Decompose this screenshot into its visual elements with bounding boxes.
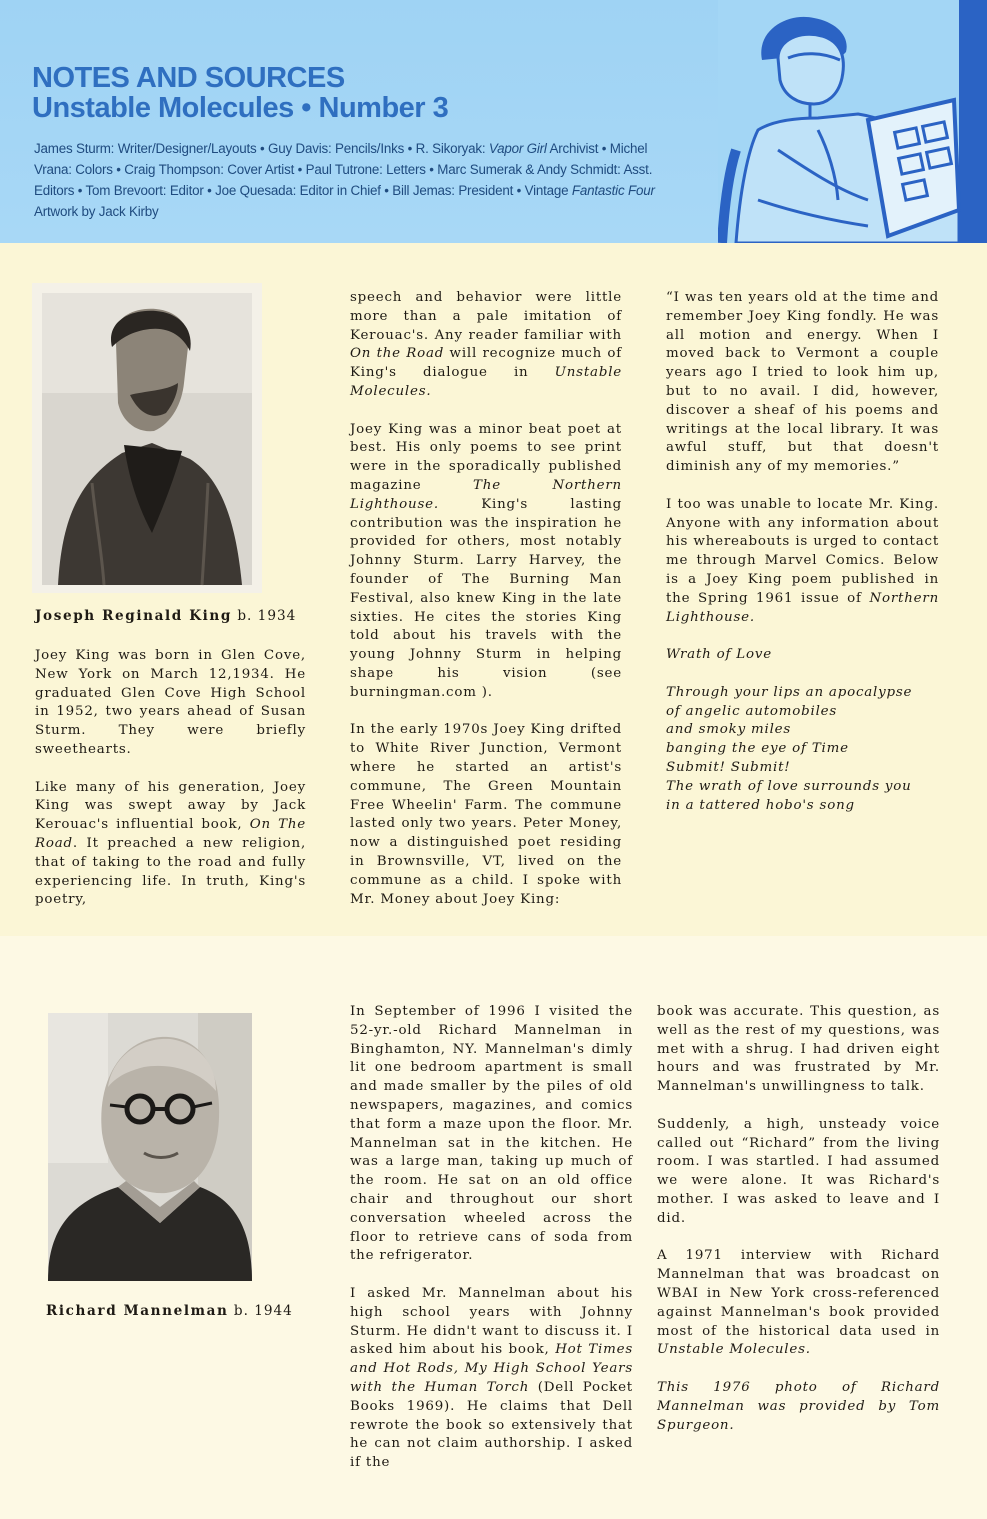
text-run: . It preached a new religion, that of taking to the road and fully experiencing life. In truth, King's poetry, [35, 835, 306, 908]
joey-king-photo [32, 283, 262, 593]
page-title: NOTES AND SOURCES [32, 62, 345, 94]
richard-mannelman-photo [48, 1013, 252, 1281]
text-run: In the early 1970s Joey King drifted to White River Junction, Vermont where he started an artist's commune, The Green Mountain Free Wheelin' Farm. The commune lasted only two years. Peter Money, now a distinguished poet residing in Brownsville, VT, lived on the commune as a child. I spoke with Mr. Money about Joey King: [350, 722, 622, 907]
text-run: This 1976 photo of Richard Mannelman was provided by Tom Spurgeon. [657, 1379, 940, 1433]
credits-text [34, 138, 664, 222]
paragraph [350, 721, 622, 909]
paragraph [350, 1003, 633, 1266]
text-run: A 1971 interview with Richard Mannelman that was broadcast on WBAI in New York cross-referenced against Mannelman's book provided most of the historical data used in [657, 1248, 940, 1339]
text-run: Unstable Molecules. [350, 365, 622, 399]
paragraph [657, 1379, 940, 1435]
text-run: (Dell Pocket Books 1969). He claims that Dell rewrote the book so extensively that he can not claim authorship. I asked if the [350, 1379, 633, 1471]
section1-column-2 [350, 289, 622, 928]
poem [666, 684, 939, 816]
reading-man-illustration [718, 0, 987, 243]
paragraph [350, 421, 622, 703]
poem-line: of angelic automobiles [666, 703, 838, 719]
richard-mannelman-caption [46, 1303, 293, 1319]
credits-run: Artwork by Jack Kirby [34, 204, 159, 219]
section1-column-3 [666, 289, 939, 815]
caption-year: b. 1944 [233, 1303, 293, 1319]
poem-line: Through your lips an apocalypse [666, 684, 913, 700]
text-run: King's lasting contribution was the inspiration he provided for others, most notably Johnny Sturm. Larry Harvey, the founder of The Burning Man Festival, also knew King in the late sixties. He cites the stories King told about his travels with the young Johnny Sturm in helping shape his vision (see burningman.com ). [350, 496, 622, 700]
text-run: Unstable Molecules. [657, 1342, 811, 1358]
credits-run: Fantastic Four [571, 183, 655, 198]
page-subtitle: Unstable Molecules • Number 3 [32, 92, 449, 124]
caption-name: Joseph Reginald King [35, 608, 232, 624]
paragraph [657, 1116, 940, 1229]
paragraph [35, 779, 306, 911]
credits-run: Vapor Girl [488, 141, 547, 156]
poem-line: and smoky miles [666, 722, 792, 738]
paragraph: Joey King was born in Glen Cove, New York on March 12,1934. He graduated Glen Cove High School in 1952, two years ahead of Susan Sturm. They were briefly sweethearts. [35, 648, 306, 757]
text-run: book was accurate. This question, as well as the rest of my questions, was met with a shrug. I had driven eight hours and was frustrated by Mr. Mannelman's unwillingness to talk. [657, 1004, 940, 1095]
section2-column-3 [657, 1003, 940, 1454]
paragraph: “I was ten years old at the time and remember Joey King fondly. He was all motion and energy. When I moved back to Vermont a couple years ago I tried to look him up, but to no avail. I did, however, discover a sheaf of his poems and writings at the local library. It was awful stuff, but that doesn't diminish any of my memories.” [666, 290, 939, 475]
poem-title: Wrath of Love [666, 647, 772, 663]
text-run: On the Road [350, 346, 445, 362]
text-run: will recognize much of King's dialogue in [350, 346, 623, 381]
text-run: speech and behavior were little more than a pale imitation of Kerouac's. Any reader familiar with [350, 290, 622, 343]
paragraph [666, 496, 939, 628]
credits-run: James Sturm: Writer/Designer/Layouts • Guy Davis: Pencils/Inks • R. Sikoryak: [34, 141, 489, 156]
poem-line: The wrath of love surrounds you [666, 778, 912, 794]
text-run: The Northern Lighthouse. [350, 477, 622, 512]
paragraph [350, 1285, 633, 1473]
header-banner [0, 0, 987, 243]
section1-column-1 [35, 647, 306, 929]
caption-name: Richard Mannelman [46, 1303, 229, 1319]
poem-line: Submit! Submit! [666, 759, 791, 775]
paragraph [657, 1003, 940, 1097]
poem-line: in a tattered hobo's song [666, 797, 855, 813]
text-run: I too was unable to locate Mr. King. Anyone with any information about his whereabouts is urged to contact me through Marvel Comics. Below is a Joey King poem published in the Spring 1961 issue of [666, 496, 939, 606]
paragraph [350, 289, 622, 402]
text-run: Northern Lighthouse. [666, 590, 939, 625]
text-run: In September of 1996 I visited the 52-yr.-old Richard Mannelman in Binghamton, NY. Mannelman's dimly lit one bedroom apartment is small and made smaller by the piles of old newspapers, magazines, and comics that form a maze upon the floor. Mr. Mannelman sat in the kitchen. He was a large man, taking up much of the room. He sat on an old office chair and throughout our short conversation wheeled across the floor to retrieve cans of soda from the refrigerator. [350, 1004, 633, 1264]
text-run: Hot Times and Hot Rods, My High School Years with the Human Torch [350, 1342, 633, 1395]
joey-king-caption [35, 608, 296, 624]
text-run: Like many of his generation, Joey King was swept away by Jack Kerouac's influential book, [35, 779, 306, 833]
text-run: I asked Mr. Mannelman about his high school years with Johnny Sturm. He didn't want to discuss it. I asked him about his book, [350, 1285, 633, 1358]
paragraph [657, 1247, 940, 1360]
poem-line: banging the eye of Time [666, 741, 849, 757]
text-run: Joey King was a minor beat poet at best. His only poems to see print were in the sporadically published magazine [350, 421, 622, 493]
text-run: On The Road [35, 817, 306, 851]
text-run: Suddenly, a high, unsteady voice called out “Richard” from the living room. I was startled. I had assumed we were alone. It was Richard's mother. I was asked to leave and I did. [657, 1116, 940, 1226]
caption-year: b. 1934 [237, 608, 297, 624]
credits-run: Archivist • Michel Vrana: Colors • Craig Thompson: Cover Artist • Paul Tutrone: Letters • Marc Sumerak & Andy Schmidt: Asst. Editors • Tom Brevoort: Editor • Joe Quesada: Editor in Chief • Bill Jemas: President • Vintage [34, 141, 653, 198]
section2-column-2 [350, 1003, 633, 1492]
